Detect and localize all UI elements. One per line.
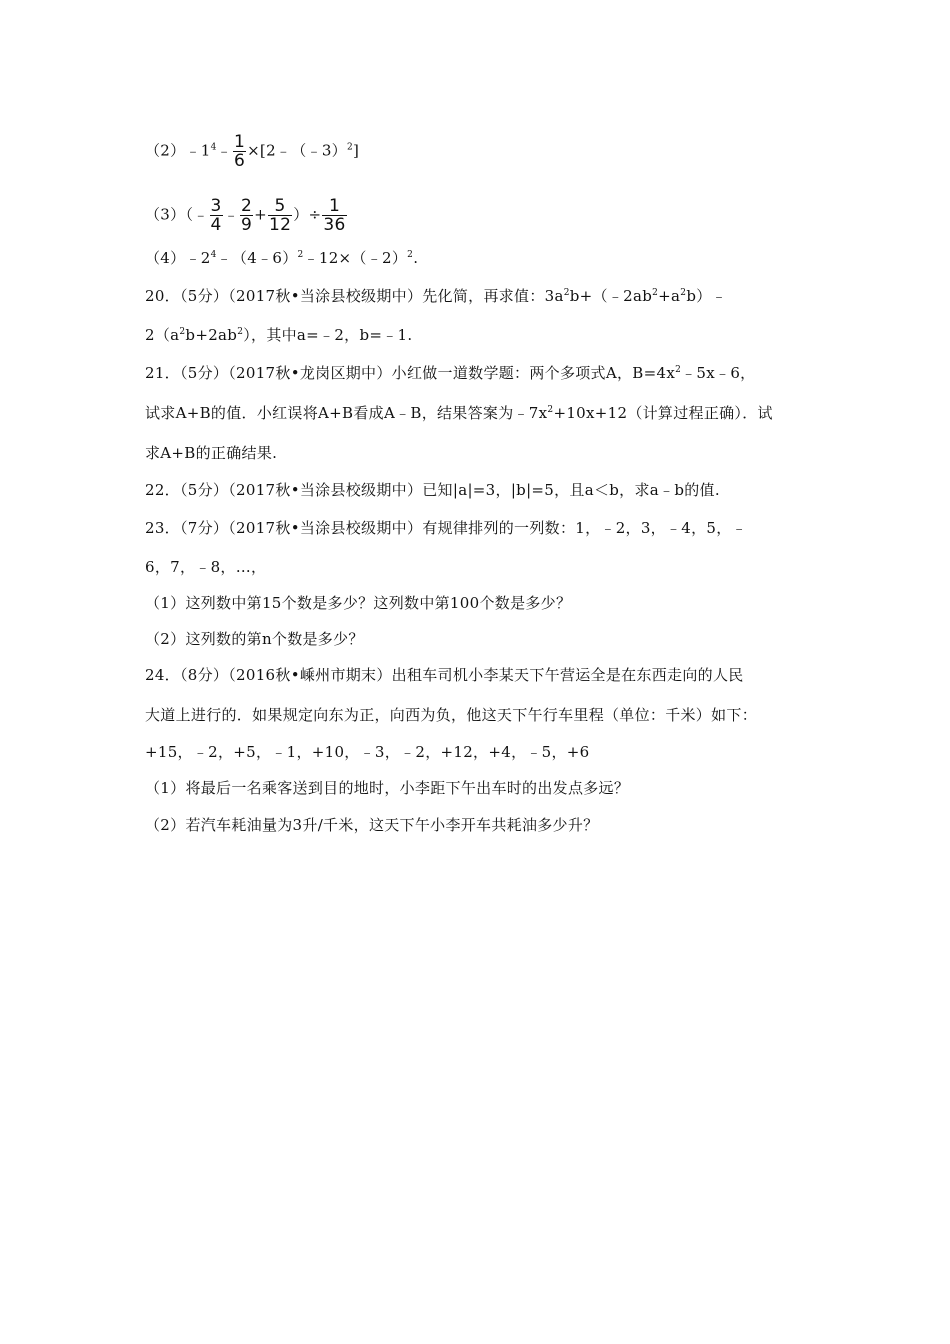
q24-line-2: 大道上进行的．如果规定向东为正，向西为负，他这天下午行车里程（单位：千米）如下： <box>145 706 758 724</box>
q21-text-c: 试求A+B的值．小红误将A+B看成A﹣B，结果答案为﹣7x <box>145 404 548 422</box>
q21-text-a: 21．（5分）（2017秋•龙岗区期中）小红做一道数学题：两个多项式A，B=4x <box>145 364 676 382</box>
q20-text-f: b+2ab <box>185 326 238 344</box>
q21-exp: 2 <box>675 365 682 375</box>
fraction-numerator: 1 <box>322 197 346 216</box>
q23-line-2: 6，7，﹣8，…， <box>145 558 267 576</box>
q19-3-op1: ﹣ <box>223 205 239 224</box>
q20-text-a: 20．（5分）（2017秋•当涂县校级期中）先化简，再求值：3a <box>145 287 564 305</box>
q19-4-exp3: 2 <box>407 250 414 260</box>
fraction-numerator: 1 <box>233 132 246 152</box>
fraction-numerator: 2 <box>240 196 253 216</box>
q19-2-exp2: 2 <box>346 142 354 153</box>
fraction-numerator: 3 <box>210 196 222 216</box>
q20-text-b: b+（﹣2ab <box>569 287 653 305</box>
q21-exp: 2 <box>547 405 554 415</box>
q19-part-3 <box>145 197 348 234</box>
q19-3-fraction-1 <box>210 197 223 234</box>
q20-text-g: ），其中a=﹣2，b=﹣1. <box>243 326 413 344</box>
q19-4-exp1: 4 <box>210 250 217 260</box>
q20-text-e: 2（a <box>145 326 180 344</box>
fraction-numerator: 5 <box>268 197 292 216</box>
q19-2-fraction <box>233 133 246 170</box>
fraction-denominator: 9 <box>240 215 253 235</box>
q19-2-tail: ×[2﹣（﹣3） <box>247 141 347 160</box>
q23-sub-2: （2）这列数的第n个数是多少？ <box>145 630 364 648</box>
q21-text-d: +10x+12（计算过程正确）．试 <box>553 404 773 422</box>
q24-sub-1: （1）将最后一名乘客送到目的地时，小李距下午出车时的出发点多远？ <box>145 779 630 797</box>
q21-line-1 <box>145 363 755 383</box>
q19-4-mid: ﹣（4﹣6） <box>216 249 298 267</box>
q20-exp: 2 <box>179 327 186 337</box>
q20-line-1 <box>145 286 727 306</box>
q19-3-fraction-4 <box>322 197 346 234</box>
q19-3-close: ）÷ <box>293 205 322 224</box>
q20-exp: 2 <box>237 327 244 337</box>
q21-line-2 <box>145 403 773 423</box>
fraction-denominator: 4 <box>210 215 222 235</box>
q19-4-end: . <box>413 249 419 267</box>
q24-line-1: 24．（8分）（2016秋•嵊州市期末）出租车司机小李某天下午营运全是在东西走向的人民 <box>145 666 744 684</box>
q24-sub-2: （2）若汽车耗油量为3升/千米，这天下午小李开车共耗油多少升？ <box>145 816 599 834</box>
q21-text-b: ﹣5x﹣6， <box>681 364 756 382</box>
q21-line-3: 求A+B的正确结果. <box>145 444 278 462</box>
q19-part-2 <box>145 133 359 170</box>
q20-text-d: b）﹣ <box>686 287 727 305</box>
fraction-denominator: 12 <box>268 215 292 235</box>
q24-line-3: +15，﹣2，+5，﹣1，+10，﹣3，﹣2，+12，+4，﹣5，+6 <box>145 743 590 761</box>
q19-2-lead: （2）﹣1 <box>145 141 211 160</box>
q19-2-end: ] <box>353 141 360 160</box>
q20-exp: 2 <box>652 288 659 298</box>
q19-4-mid2: ﹣12×（﹣2） <box>303 249 408 267</box>
q19-3-op2: + <box>254 205 267 224</box>
q23-line-1: 23．（7分）（2017秋•当涂县校级期中）有规律排列的一列数：1，﹣2，3，﹣4，5，﹣ <box>145 519 747 537</box>
fraction-denominator: 6 <box>233 151 246 171</box>
q20-text-c: +a <box>658 287 681 305</box>
q20-line-2 <box>145 325 412 345</box>
q19-3-fraction-3 <box>268 197 292 234</box>
q19-4-lead: （4）﹣2 <box>145 249 211 267</box>
q19-3-fraction-2 <box>240 197 253 234</box>
q19-2-exp1: 4 <box>210 142 217 153</box>
q20-exp: 2 <box>563 288 570 298</box>
q23-sub-1: （1）这列数中第15个数是多少？这列数中第100个数是多少？ <box>145 594 572 612</box>
q19-2-mid: ﹣ <box>216 141 232 160</box>
q19-4-exp2: 2 <box>297 250 304 260</box>
q19-part-4 <box>145 248 418 268</box>
q20-exp: 2 <box>680 288 687 298</box>
q19-3-lead: （3）（﹣ <box>145 205 209 224</box>
fraction-denominator: 36 <box>323 215 346 235</box>
q22-line-1: 22．（5分）（2017秋•当涂县校级期中）已知|a|=3，|b|=5，且a＜b，求a﹣b的值. <box>145 481 720 499</box>
